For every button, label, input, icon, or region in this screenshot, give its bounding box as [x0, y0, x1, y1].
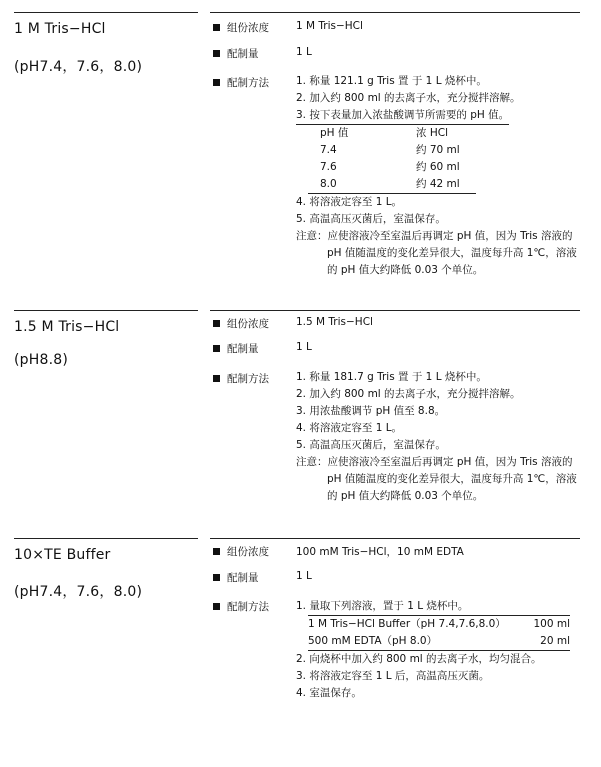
- table-row: [308, 176, 476, 194]
- method-step: 2. 加入约 800 ml 的去离子水，充分搅拌溶解。: [296, 92, 521, 104]
- ph-table: [308, 125, 476, 194]
- method-step: 1. 称量 121.1 g Tris 置 于 1 L 烧杯中。: [296, 75, 487, 87]
- table-row: [308, 159, 476, 176]
- concentration-value: 1.5 M Tris−HCl: [296, 316, 373, 328]
- field-label: 组份浓度: [227, 22, 269, 34]
- concentration-value: 1 M Tris−HCl: [296, 20, 363, 32]
- field-label: 配制方法: [227, 601, 269, 613]
- table-cell: 20 ml: [540, 635, 570, 647]
- table-header-row: [308, 125, 476, 142]
- section-rule: [14, 12, 198, 13]
- table-header: 浓 HCl: [416, 127, 448, 139]
- table-row: [308, 633, 570, 650]
- field-label: 配制方法: [227, 77, 269, 89]
- method-step: 3. 用浓盐酸调节 pH 值至 8.8。: [296, 405, 446, 417]
- note-text: 注意：应使溶液冷至室温后再调定 pH 值，因为 Tris 溶液的 pH 值随温度的变化差异很大，温度每升高 1℃，溶液的 pH 值大约降低 0.03 个单位。: [296, 230, 577, 276]
- bullet-square-icon: [213, 603, 220, 610]
- section-rule: [210, 12, 580, 13]
- table-cell: 8.0: [320, 178, 337, 190]
- method-step: 4. 将溶液定容至 1 L。: [296, 196, 403, 208]
- method-step: 3. 按下表量加入浓盐酸调节所需要的 pH 值。: [296, 107, 509, 125]
- table-cell: 1 M Tris−HCl Buffer（pH 7.4,7.6,8.0）: [308, 618, 506, 630]
- method-step: 1. 称量 181.7 g Tris 置 于 1 L 烧杯中。: [296, 371, 487, 383]
- method-steps: [296, 73, 586, 279]
- recipe-ph-range: (pH8.8): [14, 352, 69, 368]
- bullet-square-icon: [213, 574, 220, 581]
- table-cell: 约 60 ml: [416, 161, 460, 173]
- method-step: 2. 加入约 800 ml 的去离子水，充分搅拌溶解。: [296, 388, 521, 400]
- recipe-title: 1 M Tris−HCl: [14, 21, 106, 37]
- buffer-table: [308, 615, 570, 651]
- volume-value: 1 L: [296, 570, 312, 582]
- bullet-square-icon: [213, 24, 220, 31]
- table-row: [308, 616, 570, 633]
- bullet-square-icon: [213, 320, 220, 327]
- section-rule: [210, 538, 580, 539]
- field-label: 组份浓度: [227, 546, 269, 558]
- bullet-square-icon: [213, 345, 220, 352]
- method-step: 3. 将溶液定容至 1 L 后，高温高压灭菌。: [296, 670, 490, 682]
- recipe-title: 10×TE Buffer: [14, 547, 111, 563]
- table-cell: 约 70 ml: [416, 144, 460, 156]
- recipe-title: 1.5 M Tris−HCl: [14, 319, 120, 335]
- bullet-square-icon: [213, 50, 220, 57]
- table-cell: 100 ml: [533, 618, 570, 630]
- method-step: 2. 向烧杯中加入约 800 ml 的去离子水，均匀混合。: [296, 653, 542, 665]
- method-step: 5. 高温高压灭菌后，室温保存。: [296, 439, 446, 451]
- table-cell: 约 42 ml: [416, 178, 460, 190]
- field-label: 配制量: [227, 572, 259, 584]
- method-steps: [296, 598, 586, 702]
- method-steps: [296, 369, 586, 505]
- field-label: 组份浓度: [227, 318, 269, 330]
- recipe-ph-range: (pH7.4，7.6，8.0): [14, 584, 143, 600]
- volume-value: 1 L: [296, 46, 312, 58]
- table-cell: 7.4: [320, 144, 337, 156]
- concentration-value: 100 mM Tris−HCl，10 mM EDTA: [296, 546, 464, 558]
- recipe-ph-range: (pH7.4，7.6，8.0): [14, 59, 143, 75]
- bullet-square-icon: [213, 79, 220, 86]
- volume-value: 1 L: [296, 341, 312, 353]
- method-step: 1. 量取下列溶液，置于 1 L 烧杯中。: [296, 600, 469, 612]
- method-step: 4. 将溶液定容至 1 L。: [296, 422, 403, 434]
- table-row: [308, 142, 476, 159]
- note-text: 注意：应使溶液冷至室温后再调定 pH 值，因为 Tris 溶液的 pH 值随温度的变化差异很大，温度每升高 1℃，溶液的 pH 值大约降低 0.03 个单位。: [296, 456, 577, 502]
- method-step: 5. 高温高压灭菌后，室温保存。: [296, 213, 446, 225]
- table-cell: 500 mM EDTA（pH 8.0）: [308, 635, 438, 647]
- section-rule: [14, 538, 198, 539]
- section-rule: [210, 310, 580, 311]
- section-rule: [14, 310, 198, 311]
- method-step: 4. 室温保存。: [296, 687, 362, 699]
- table-header: pH 值: [320, 127, 349, 139]
- table-cell: 7.6: [320, 161, 337, 173]
- field-label: 配制量: [227, 343, 259, 355]
- bullet-square-icon: [213, 548, 220, 555]
- bullet-square-icon: [213, 375, 220, 382]
- field-label: 配制方法: [227, 373, 269, 385]
- field-label: 配制量: [227, 48, 259, 60]
